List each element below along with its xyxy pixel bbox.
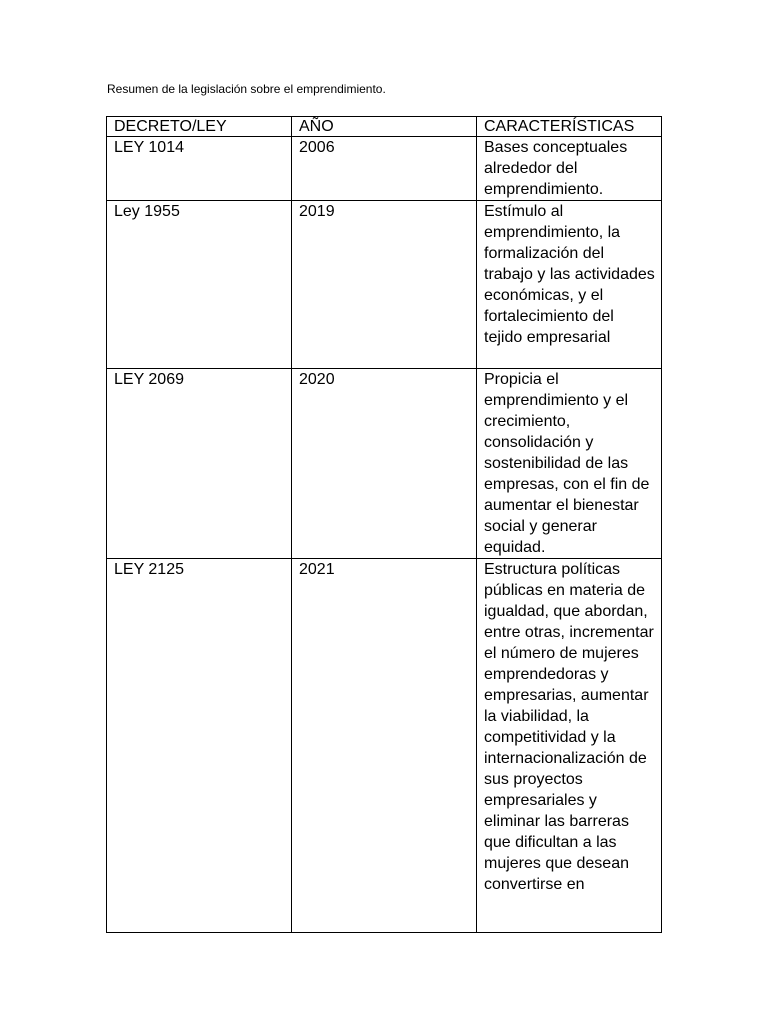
cell-ley: LEY 2125 [107,559,292,933]
cell-caracteristicas: Estímulo al emprendimiento, la formalización del trabajo y las actividades económicas, y el fortalecimiento del tejido empresarial [477,201,662,369]
table-row [107,369,662,559]
legislation-table [106,116,662,933]
header-caracteristicas: CARACTERÍSTICAS [477,117,662,137]
cell-caracteristicas: Propicia el emprendimiento y el crecimiento, consolidación y sostenibilidad de las empresas, con el fin de aumentar el bienestar social y generar equidad. [477,369,662,559]
table-row [107,559,662,933]
cell-anio: 2019 [292,201,477,369]
cell-anio: 2020 [292,369,477,559]
document-caption: Resumen de la legislación sobre el emprendimiento. [107,82,386,96]
header-decreto-ley: DECRETO/LEY [107,117,292,137]
cell-caracteristicas: Bases conceptuales alrededor del emprendimiento. [477,137,662,201]
cell-ley: LEY 1014 [107,137,292,201]
cell-caracteristicas [477,559,662,933]
table-row [107,201,662,369]
header-anio: AÑO [292,117,477,137]
cell-ley: Ley 1955 [107,201,292,369]
cell-anio: 2006 [292,137,477,201]
table-row [107,137,662,201]
cell-ley: LEY 2069 [107,369,292,559]
table-header-row [107,117,662,137]
cell-anio: 2021 [292,559,477,933]
cell-caracteristicas-text: Estructura políticas públicas en materia de igualdad, que abordan, entre otras, incrementar el número de mujeres emprendedoras y empresarias, aumentar la viabilidad, la competitividad y la internacionalización de sus proyectos empresariales y eliminar las barreras que dificultan a las mujeres que desean convertirse en [484,561,654,893]
